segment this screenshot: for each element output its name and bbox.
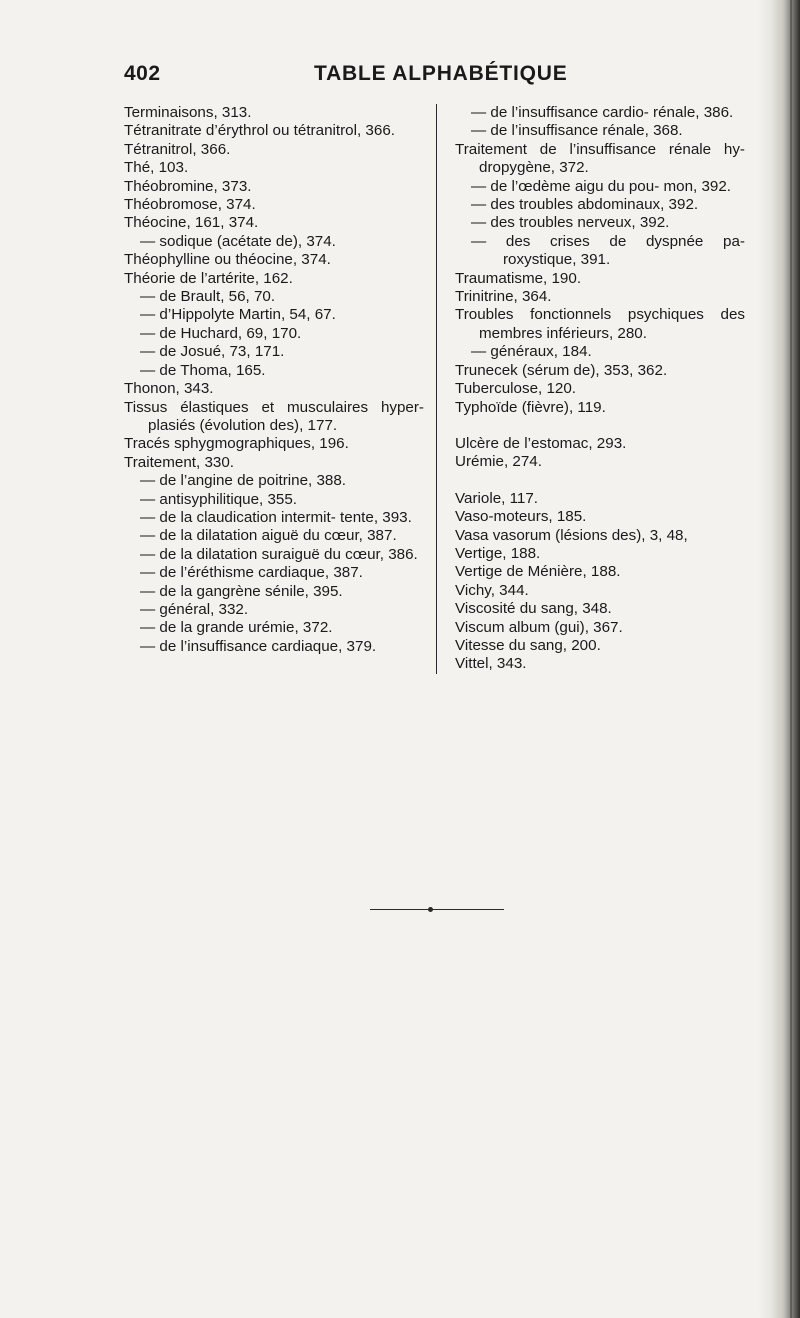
index-entry: Typhoïde (fièvre), 119. (455, 398, 606, 416)
index-subentry: — de la grande urémie, 372. (140, 619, 333, 637)
index-subentry: — général, 332. (140, 600, 249, 618)
index-subentry: — de Thoma, 165. (140, 361, 266, 379)
index-entry: Tétranitrate d’érythrol ou tétranitrol, 366. (124, 122, 395, 140)
index-entry: Tissus élastiques et musculaires hyper- plasiés (évolution des), 177. (124, 398, 424, 434)
index-entry: Théocine, 161, 374. (124, 214, 259, 232)
index-entry: Traumatisme, 190. (455, 269, 582, 287)
index-entry: Théobromose, 374. (124, 196, 256, 214)
index-subentry: — de Brault, 56, 70. (140, 288, 276, 306)
index-entry: Variole, 117. (455, 489, 539, 507)
index-entry: Traitement, 330. (124, 453, 235, 471)
index-subentry: — de la claudication intermit- tente, 393. (140, 508, 412, 526)
index-subentry: — de l’œdème aigu du pou- mon, 392. (471, 177, 732, 195)
index-entry: Troubles fonctionnels psychiques des membres inférieurs, 280. (455, 306, 745, 342)
column-divider (436, 104, 437, 674)
index-entry: Traitement de l’insuffisance rénale hy- dropygène, 372. (455, 140, 745, 177)
index-entry: Trunecek (sérum de), 353, 362. (455, 361, 668, 379)
index-entry: Vitesse du sang, 200. (455, 636, 601, 654)
index-entry: Terminaisons, 313. (124, 104, 252, 121)
running-title: TABLE ALPHABÉTIQUE (314, 62, 568, 85)
index-subentry: — d’Hippolyte Martin, 54, 67. (140, 306, 336, 324)
index-subentry: — de Josué, 73, 171. (140, 343, 285, 361)
page-header (124, 62, 724, 92)
index-entry: Vaso-moteurs, 185. (455, 508, 587, 526)
index-subentry: — de l’angine de poitrine, 388. (140, 472, 347, 490)
index-subentry: — des troubles nerveux, 392. (471, 214, 670, 232)
index-entry: Théophylline ou théocine, 374. (124, 251, 331, 269)
index-subentry: — antisyphilitique, 355. (140, 490, 298, 508)
index-entry: Tracés sphygmographiques, 196. (124, 435, 349, 453)
index-subentry: — de la dilatation aiguë du cœur, 387. (140, 527, 397, 545)
index-entry: Tétranitrol, 366. (124, 140, 231, 158)
page-edge-shadow (758, 0, 800, 1318)
index-subentry: — de Huchard, 69, 170. (140, 324, 302, 342)
index-entry: Vasa vasorum (lésions des), 3, 48, (455, 526, 688, 544)
index-entry: Ulcère de l’estomac, 293. (455, 434, 627, 452)
index-entry: Vertige, 188. (455, 544, 541, 562)
end-ornament-dot (428, 907, 433, 912)
index-subentry: — de la gangrène sénile, 395. (140, 582, 343, 600)
page-edge-line (790, 0, 792, 1318)
index-subentry: — sodique (acétate de), 374. (140, 232, 336, 250)
index-entry: Théorie de l’artérite, 162. (124, 269, 293, 287)
index-subentry: — des troubles abdominaux, 392. (471, 196, 699, 214)
index-entry: Vertige de Ménière, 188. (455, 563, 621, 581)
end-ornament-rule (370, 909, 504, 910)
section-gap (455, 417, 745, 435)
index-entry: Viscum album (gui), 367. (455, 618, 623, 636)
index-entry: Thé, 103. (124, 159, 189, 177)
index-entry: Théobromine, 373. (124, 177, 252, 195)
index-entry: Thonon, 343. (124, 380, 214, 398)
index-subentry: — de la dilatation suraiguë du cœur, 386. (140, 545, 418, 563)
index-column-left (124, 104, 424, 656)
index-subentry: — de l’éréthisme cardiaque, 387. (140, 564, 363, 582)
index-subentry: — de l’insuffisance cardiaque, 379. (140, 637, 377, 655)
index-subentry: — généraux, 184. (471, 343, 592, 361)
index-subentry: — de l’insuffisance cardio- rénale, 386. (471, 104, 734, 121)
index-entry: Trinitrine, 364. (455, 288, 552, 306)
index-subentry: — de l’insuffisance rénale, 368. (471, 122, 683, 140)
index-subentry: — des crises de dyspnée pa- roxystique, 391. (471, 232, 745, 269)
index-entry: Vichy, 344. (455, 581, 529, 599)
index-entry: Viscosité du sang, 348. (455, 600, 612, 618)
index-entry: Vittel, 343. (455, 655, 527, 673)
index-entry: Tuberculose, 120. (455, 380, 577, 398)
index-column-right (455, 104, 745, 674)
page-number: 402 (124, 62, 161, 85)
index-entry: Urémie, 274. (455, 453, 542, 471)
section-gap (455, 472, 745, 490)
